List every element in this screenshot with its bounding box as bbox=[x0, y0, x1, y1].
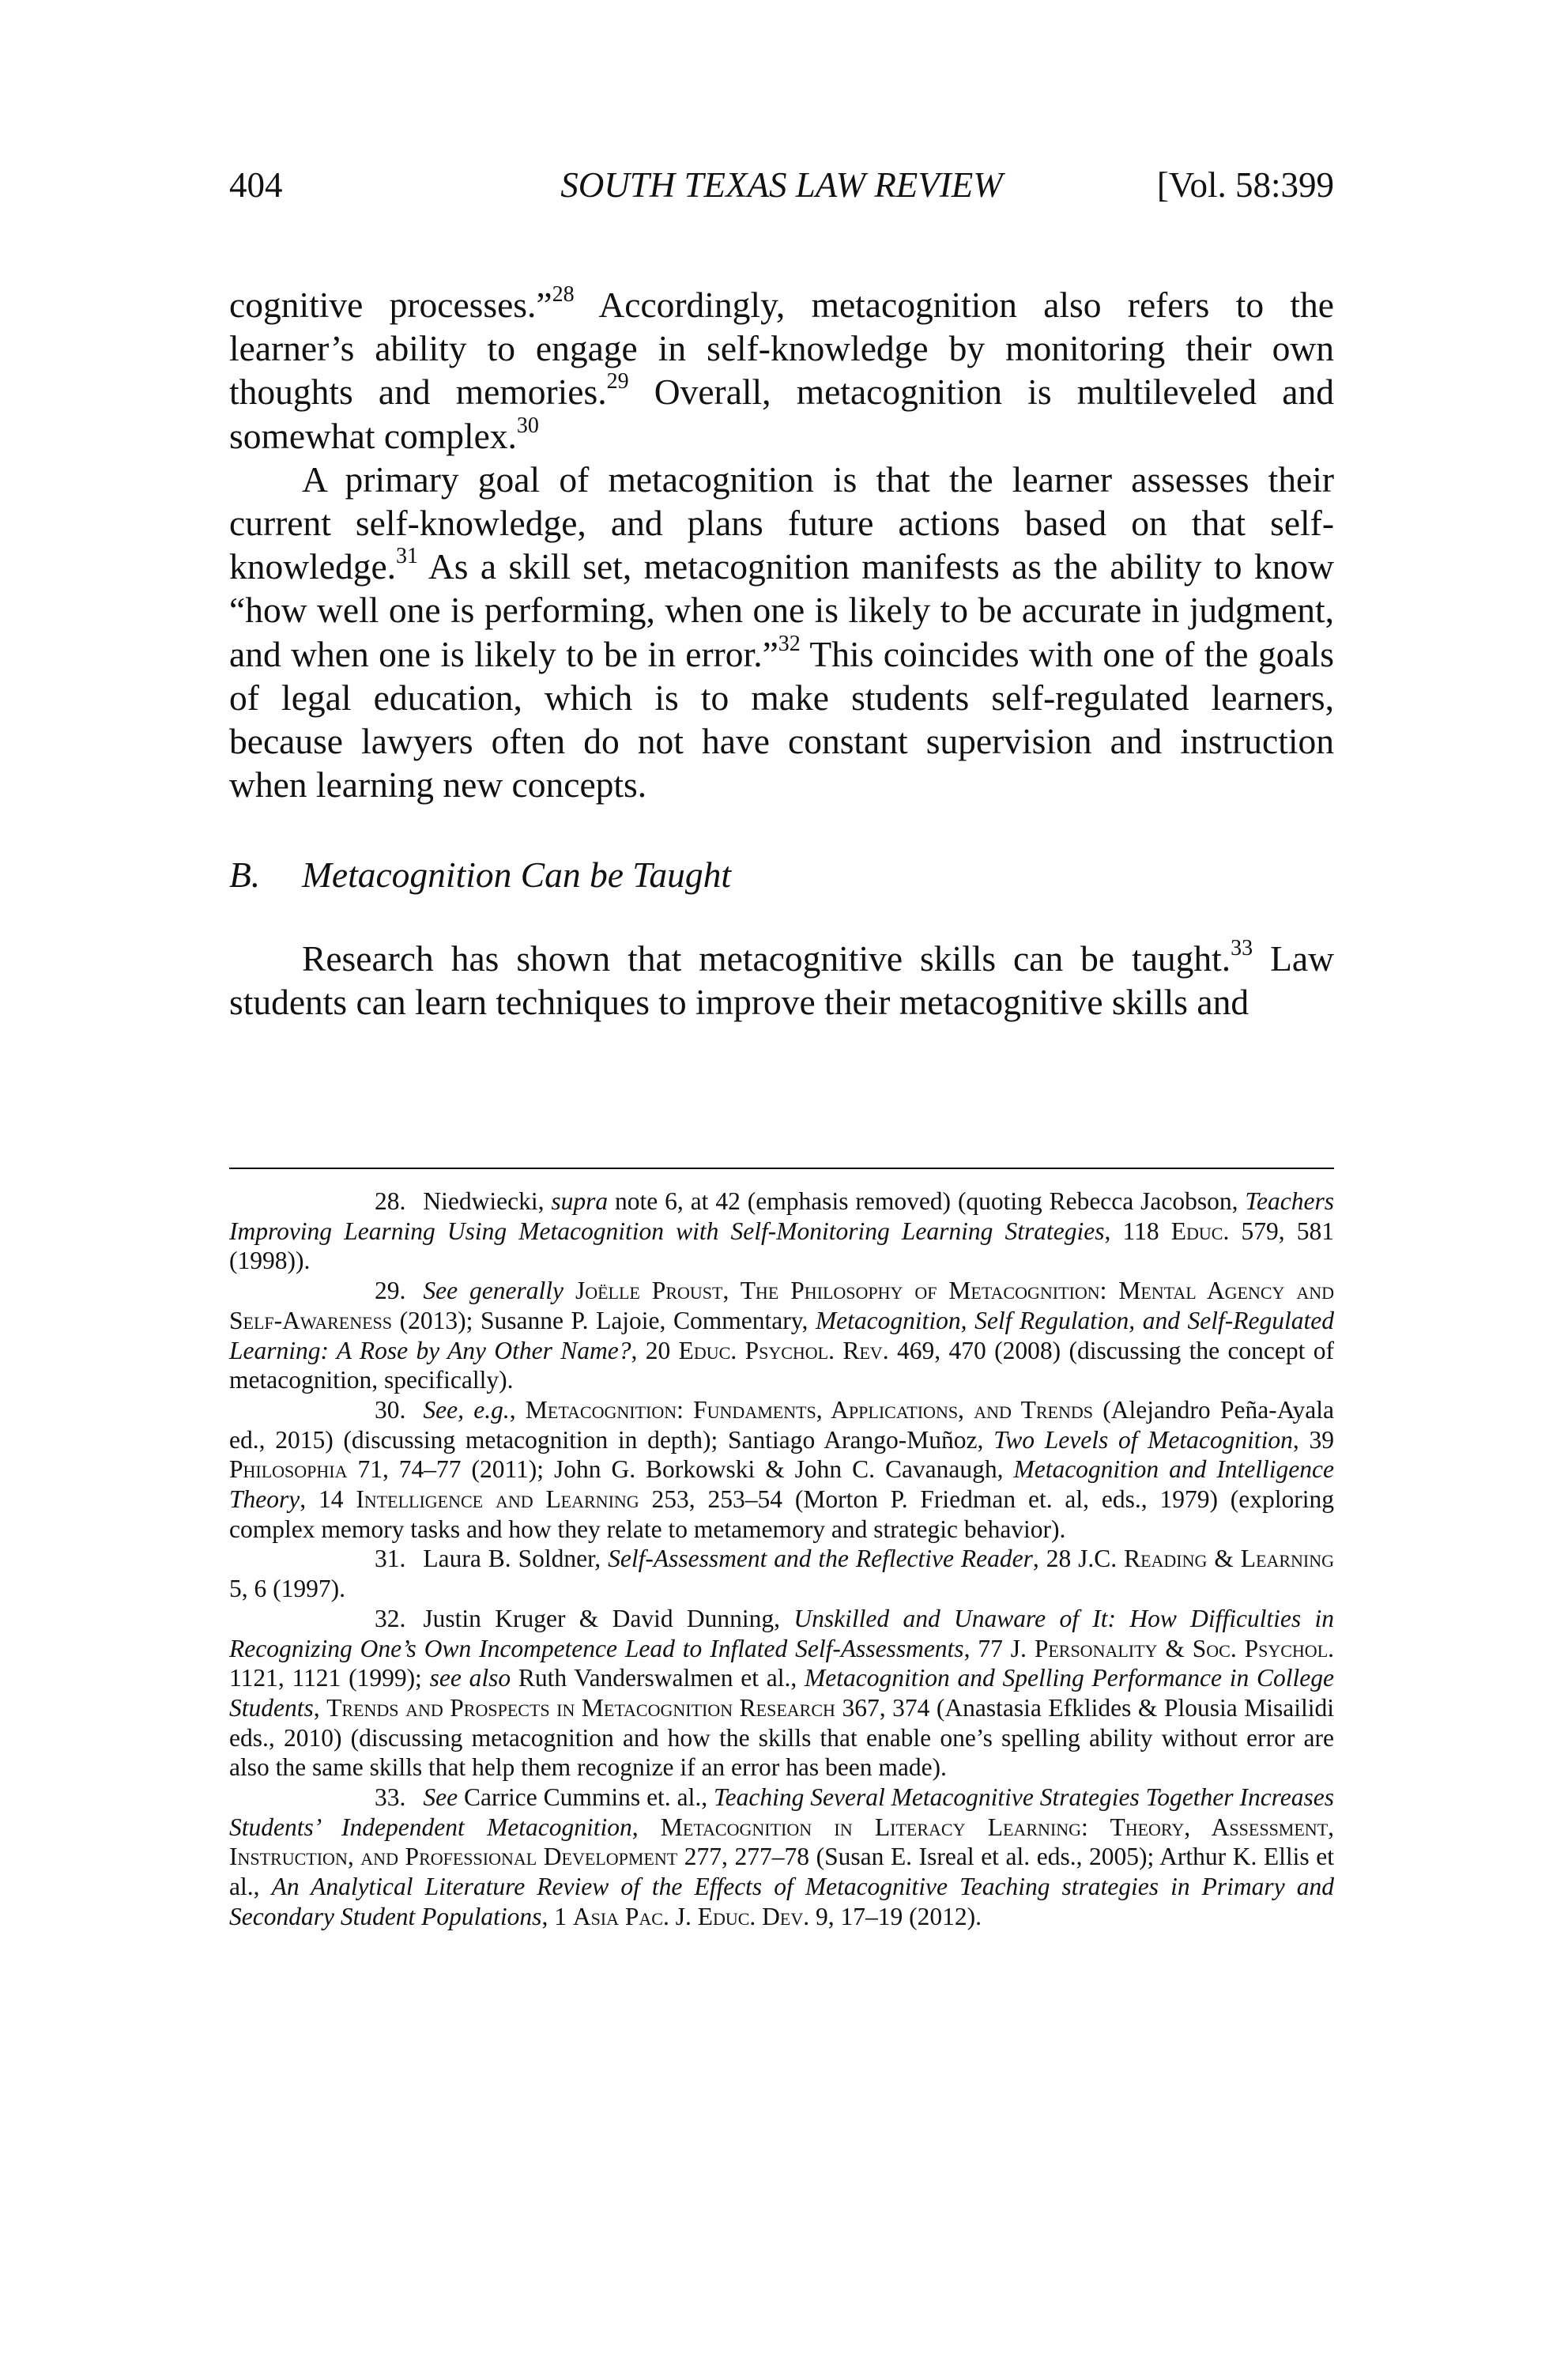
running-header bbox=[229, 164, 1334, 212]
fn-source: Philosophia bbox=[229, 1455, 348, 1484]
fn-text: 5, 6 (1997). bbox=[229, 1575, 345, 1603]
fn-text: , 118 bbox=[1104, 1217, 1171, 1245]
fn-source: Educ. Psychol. Rev. bbox=[678, 1336, 889, 1364]
fn-text: Niedwiecki, bbox=[423, 1187, 552, 1215]
fn-source: Intelligence and Learning bbox=[356, 1485, 639, 1514]
fn-text: , 39 bbox=[1292, 1425, 1335, 1454]
fn-source: Trends and Prospects in Metacognition Research bbox=[326, 1693, 835, 1722]
text-run: A primary goal of metacognition is that the learner assesses their current self-knowledge, and plans future actions based on that self-knowledge. bbox=[229, 458, 1334, 587]
fn-source: Metacognition: Fundaments, Applications, and Trends bbox=[525, 1395, 1093, 1424]
text-run: Overall, metacognition is multileveled and somewhat complex. bbox=[229, 372, 1335, 456]
paragraph-3 bbox=[229, 937, 1334, 1024]
fn-title: Teachers Improving Learning Using Metacognition with Self-Monitoring Learning Strategies bbox=[229, 1187, 1334, 1245]
footnotes bbox=[229, 1187, 1334, 1932]
fn-title: Metacognition and Spelling Performance in College Students bbox=[229, 1664, 1334, 1722]
footnote-number: 31. bbox=[375, 1545, 406, 1573]
fn-title: Teaching Several Metacognitive Strategies Together Increases Students’ Independent Metacognition bbox=[229, 1783, 1334, 1841]
footnote-29 bbox=[229, 1276, 1334, 1395]
fn-text: 253, 253–54 (Morton P. Friedman et. al, eds., 1979) (exploring complex memory tasks and how they relate to metamemory and strategic behavior). bbox=[229, 1485, 1335, 1543]
fn-text: 71, 74–77 (2011); John G. Borkowski & John C. Cavanaugh, bbox=[347, 1455, 1014, 1484]
footnote-31 bbox=[229, 1544, 1334, 1603]
paragraph-2 bbox=[229, 458, 1334, 807]
fn-text: (2013); Susanne P. Lajoie, Commentary, bbox=[392, 1306, 816, 1334]
footnote-number: 32. bbox=[375, 1604, 406, 1632]
fn-title: Metacognition, Self Regulation, and Self-Regulated Learning: A Rose by Any Other Name? bbox=[229, 1306, 1334, 1364]
fn-text: , 20 bbox=[631, 1336, 679, 1364]
fn-signal: supra bbox=[551, 1187, 609, 1215]
fn-source: Asia Pac. J. Educ. Dev. bbox=[572, 1902, 810, 1930]
footnote-number: 28. bbox=[375, 1187, 406, 1215]
footnote-number: 29. bbox=[375, 1277, 406, 1305]
text-run: As a skill set, metacognition manifests as the ability to know “how well one is performing, when one is likely to be accurate in judgment, and when one is likely to be in error.” bbox=[229, 546, 1334, 674]
fn-text: 367, 374 (Anastasia Efklides & Plousia Misailidi eds., 2010) (discussing metacognition and how the skills that enable one’s spelling ability without error are also the same skills that help them recognize if an error has been made). bbox=[229, 1693, 1334, 1782]
fn-title: Self-Assessment and the Reflective Reader bbox=[608, 1545, 1033, 1573]
fn-text: , bbox=[631, 1813, 661, 1841]
fn-source: Joëlle Proust, The Philosophy of Metacognition: Mental Agency and Self-Awareness bbox=[229, 1277, 1335, 1334]
fn-text: 469, 470 (2008) (discussing the concept of metacognition, specifically). bbox=[229, 1336, 1335, 1394]
fn-title: Unskilled and Unaware of It: How Difficulties in Recognizing One’s Own Incompetence Lead to Inflated Self-Assessments bbox=[229, 1604, 1335, 1662]
fn-text: , 1 bbox=[541, 1902, 573, 1930]
section-title: Metacognition Can be Taught bbox=[302, 855, 732, 896]
main-text bbox=[229, 283, 1334, 1024]
fn-source: Educ. bbox=[1170, 1217, 1230, 1245]
footnote-30 bbox=[229, 1395, 1334, 1545]
text-run: Law students can learn techniques to improve their metacognitive skills and bbox=[229, 938, 1334, 1022]
fn-source: Reading & Learning bbox=[1124, 1545, 1334, 1573]
footnote-32 bbox=[229, 1604, 1334, 1783]
section-label: B. bbox=[229, 855, 261, 896]
footnote-number: 33. bbox=[375, 1783, 406, 1812]
section-heading bbox=[229, 853, 1334, 896]
fn-text bbox=[564, 1277, 575, 1304]
fn-text: , 14 bbox=[300, 1485, 356, 1514]
fn-text: 1121, 1121 (1999); bbox=[229, 1664, 430, 1692]
volume-citation: [Vol. 58:399 bbox=[1156, 165, 1334, 205]
footnote-divider bbox=[229, 1168, 1334, 1169]
fn-text: , bbox=[313, 1693, 327, 1722]
fn-source: Personality & Soc. Psychol. bbox=[1034, 1634, 1335, 1662]
fn-text: , 77 J. bbox=[963, 1634, 1035, 1662]
text-run: Accordingly, metacognition also refers to the learner’s ability to engage in self-knowledge by monitoring their own thoughts and memories. bbox=[229, 285, 1334, 413]
fn-text: 9, 17–19 (2012). bbox=[809, 1902, 982, 1930]
fn-signal: See bbox=[423, 1783, 458, 1812]
footnote-33 bbox=[229, 1783, 1334, 1932]
text-run: Research has shown that metacognitive skills can be taught. bbox=[302, 938, 1231, 979]
fn-title: An Analytical Literature Review of the Effects of Metacognitive Teaching strategies in Primary and Secondary Student Populations bbox=[229, 1873, 1335, 1930]
footnote-ref-28[interactable]: 28 bbox=[552, 282, 575, 307]
fn-source: Metacognition in Literacy Learning: Theory, Assessment, Instruction, and Professional Development bbox=[229, 1813, 1335, 1871]
journal-title: SOUTH TEXAS LAW REVIEW bbox=[560, 165, 1003, 205]
footnote-ref-29[interactable]: 29 bbox=[606, 369, 629, 394]
fn-signal: see also bbox=[429, 1664, 511, 1692]
fn-signal: See, e.g. bbox=[423, 1395, 510, 1424]
fn-text: Laura B. Soldner, bbox=[423, 1545, 609, 1573]
fn-signal: See generally bbox=[423, 1277, 564, 1305]
text-run: This coincides with one of the goals of legal education, which is to make students self-regulated learners, because lawyers often do not have constant supervision and instruction when learning new concepts. bbox=[229, 633, 1335, 805]
footnote-ref-33[interactable]: 33 bbox=[1231, 935, 1253, 960]
fn-text: note 6, at 42 (emphasis removed) (quoting Rebecca Jacobson, bbox=[608, 1187, 1246, 1215]
fn-text: Justin Kruger & David Dunning, bbox=[423, 1604, 794, 1632]
footnote-28 bbox=[229, 1187, 1334, 1276]
footnote-ref-30[interactable]: 30 bbox=[516, 413, 539, 438]
fn-title: Two Levels of Metacognition bbox=[993, 1425, 1293, 1454]
footnote-number: 30. bbox=[375, 1395, 406, 1424]
fn-text: , bbox=[509, 1395, 526, 1424]
footnote-ref-31[interactable]: 31 bbox=[396, 544, 419, 569]
text-run: cognitive processes.” bbox=[229, 285, 552, 325]
fn-text: 277, 277–78 (Susan E. Isreal et al. eds., 2005); Arthur K. Ellis et al., bbox=[229, 1843, 1335, 1901]
fn-text: (Alejandro Peña-Ayala ed., 2015) (discussing metacognition in depth); Santiago Arango-Muñoz, bbox=[229, 1395, 1334, 1454]
fn-text: 579, 581 (1998)). bbox=[229, 1217, 1334, 1275]
paragraph-1 bbox=[229, 283, 1334, 458]
footnote-ref-32[interactable]: 32 bbox=[778, 631, 801, 656]
page-number: 404 bbox=[229, 165, 283, 205]
fn-title: Metacognition and Intelligence Theory bbox=[229, 1455, 1334, 1514]
fn-text: Ruth Vanderswalmen et al., bbox=[511, 1664, 805, 1692]
fn-text: , 28 J.C. bbox=[1032, 1545, 1125, 1573]
fn-text: Carrice Cummins et. al., bbox=[458, 1783, 714, 1812]
